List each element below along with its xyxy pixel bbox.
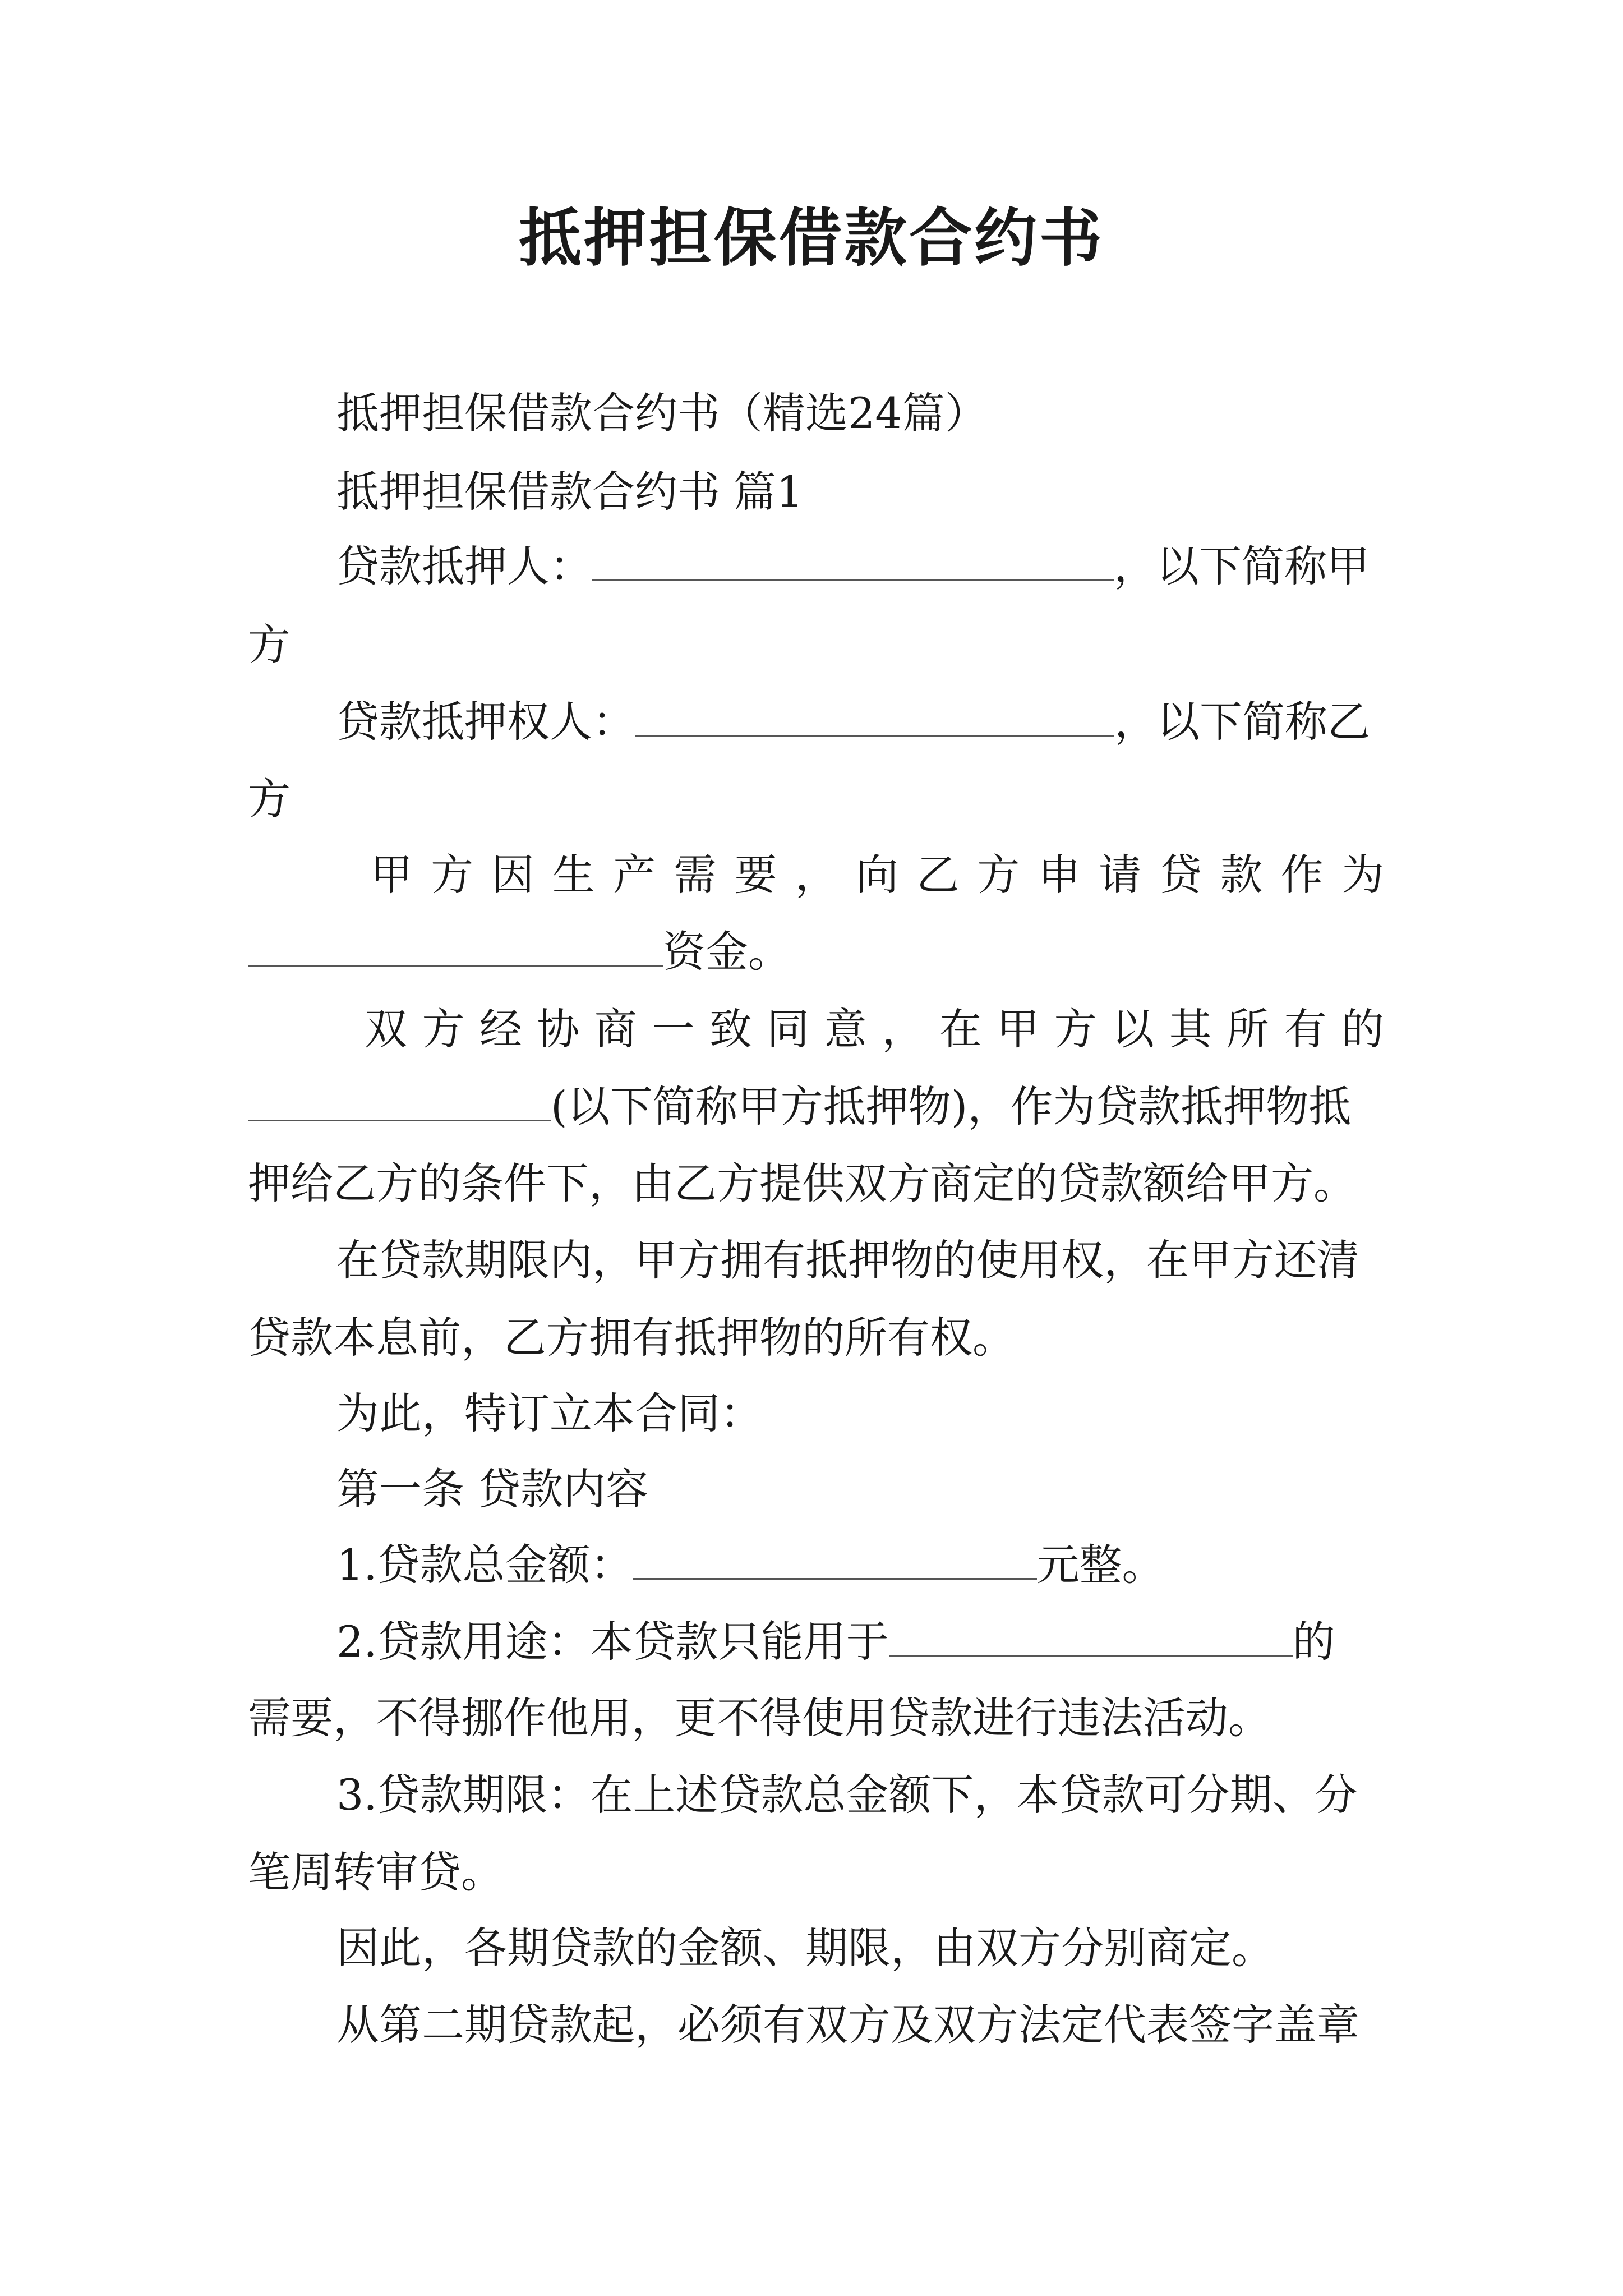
char: 要 <box>734 850 777 900</box>
item-1-line <box>336 1534 1165 1596</box>
char: 的 <box>1341 1004 1384 1054</box>
char: 所 <box>1227 1004 1270 1054</box>
need-line-2 <box>248 921 791 983</box>
char: 协 <box>537 1004 580 1054</box>
term-line-1: 在贷款期限内，甲方拥有抵押物的使用权，在甲方还清 <box>336 1235 1359 1285</box>
agree-line-2 <box>248 1076 1351 1138</box>
therefore-line: 为此，特订立本合同： <box>336 1388 763 1438</box>
item-2-cont: 需要，不得挪作他用，更不得使用贷款进行违法活动。 <box>248 1693 1271 1743</box>
need-line-1 <box>370 844 1384 906</box>
char: 请 <box>1099 850 1141 900</box>
char: 以 <box>1112 1004 1155 1054</box>
article-1-heading: 第一条 贷款内容 <box>336 1464 649 1514</box>
item-2-line <box>336 1611 1335 1673</box>
char: 在 <box>939 1004 982 1054</box>
capital-blank <box>248 926 663 967</box>
mortgagee-line <box>336 691 1370 753</box>
char: 为 <box>1341 850 1384 900</box>
mortgagor-label: 贷款抵押人： <box>336 541 592 591</box>
amounts-line: 因此，各期贷款的金额、期限，由双方分别商定。 <box>336 1923 1274 1973</box>
mortgagee-blank <box>635 696 1114 737</box>
char: 贷 <box>1159 850 1202 900</box>
section-heading: 抵押担保借款合约书 篇1 <box>336 467 804 517</box>
char: ， <box>795 850 838 900</box>
char: 作 <box>1280 850 1324 900</box>
mortgagee-cont: 方 <box>248 774 291 824</box>
need-suffix: 资金。 <box>663 927 791 977</box>
char: 意 <box>824 1004 867 1054</box>
char: 产 <box>613 850 656 900</box>
purpose-blank <box>889 1616 1293 1657</box>
page-title: 抵押担保借款合约书 <box>519 201 1104 275</box>
char: 致 <box>709 1004 752 1054</box>
char: 款 <box>1220 850 1263 900</box>
char: 方 <box>1054 1004 1097 1054</box>
item-3-line-2: 笔周转审贷。 <box>248 1847 504 1897</box>
char: 经 <box>479 1004 522 1054</box>
collateral-blank <box>248 1080 551 1121</box>
char: 其 <box>1169 1004 1212 1054</box>
mortgagor-blank <box>592 540 1114 581</box>
char: 方 <box>431 850 474 900</box>
char: 同 <box>767 1004 810 1054</box>
item-3-line-1: 3.贷款期限：在上述贷款总金额下，本贷款可分期、分 <box>336 1770 1358 1820</box>
item-2-suffix: 的 <box>1292 1617 1335 1667</box>
subtitle: 抵押担保借款合约书（精选24篇） <box>336 388 988 438</box>
item-1-suffix: 元整。 <box>1036 1540 1165 1590</box>
mortgagee-label: 贷款抵押权人： <box>336 697 635 747</box>
agree-line-1 <box>365 999 1384 1060</box>
mortgagor-line <box>336 536 1370 597</box>
amount-blank <box>633 1539 1037 1580</box>
char: ， <box>882 1004 925 1054</box>
char: 方 <box>977 850 1020 900</box>
char: 因 <box>491 850 534 900</box>
char: 乙 <box>916 850 960 900</box>
second-period-line: 从第二期贷款起，必须有双方及双方法定代表签字盖章 <box>336 2000 1359 2050</box>
item-2-label: 2.贷款用途：本贷款只能用于 <box>336 1617 889 1667</box>
char: 需 <box>674 850 717 900</box>
char: 商 <box>594 1004 637 1054</box>
char: 申 <box>1038 850 1081 900</box>
char: 向 <box>856 850 898 900</box>
char: 有 <box>1284 1004 1327 1054</box>
agree-line-3: 押给乙方的条件下，由乙方提供双方商定的贷款额给甲方。 <box>248 1158 1356 1208</box>
mortgagor-cont: 方 <box>248 620 291 670</box>
char: 一 <box>652 1004 695 1054</box>
char: 双 <box>365 1004 407 1054</box>
char: 生 <box>552 850 595 900</box>
agree-suffix: (以下简称甲方抵押物)，作为贷款抵押物抵 <box>551 1082 1352 1131</box>
char: 方 <box>422 1004 465 1054</box>
mortgagor-suffix: ，以下简称甲 <box>1114 541 1370 591</box>
char: 甲 <box>997 1004 1040 1054</box>
mortgagee-suffix: ，以下简称乙 <box>1114 697 1370 747</box>
term-line-2: 贷款本息前，乙方拥有抵押物的所有权。 <box>248 1313 1015 1363</box>
char: 甲 <box>370 850 413 900</box>
item-1-label: 1.贷款总金额： <box>336 1540 633 1590</box>
